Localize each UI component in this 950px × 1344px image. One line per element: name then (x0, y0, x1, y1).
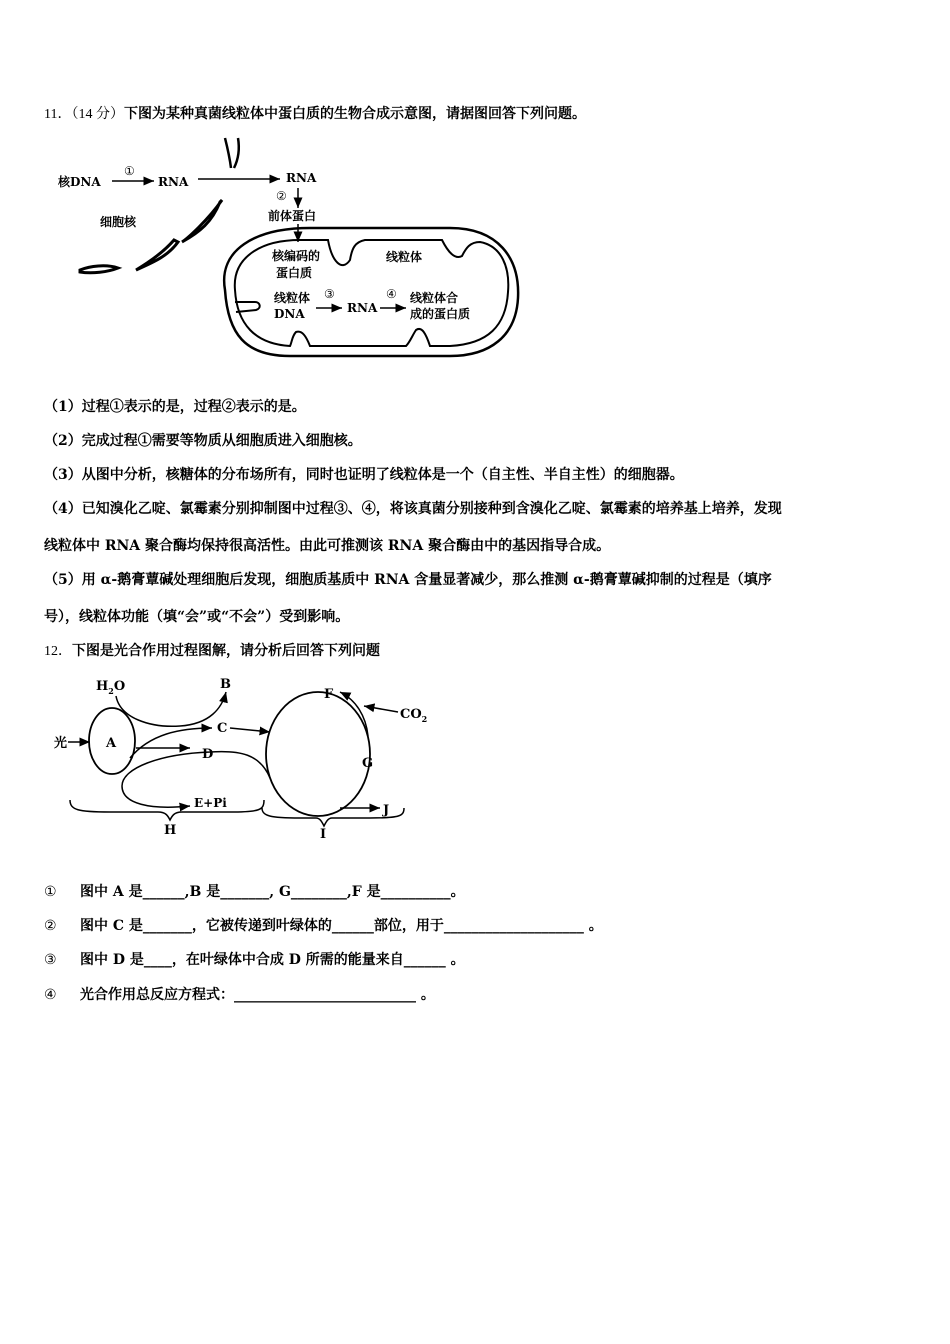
water-to-B-curve (116, 692, 226, 726)
mitochondrion-label: 线粒体 (386, 250, 423, 264)
q12-question-1-text: 图中 A 是______,B 是_______, G________,F 是__________。 (80, 884, 465, 900)
label-I: I (320, 827, 327, 842)
q12-question-2-text: 图中 C 是_______，它被传递到叶绿体的______部位，用于____________________ 。 (80, 918, 603, 934)
label-A: A (106, 736, 117, 751)
co2-label: $CO_2$ (400, 707, 428, 724)
q12-question-4-text: 光合作用总反应方程式：__________________________ 。 (80, 987, 435, 1003)
label-H: H (164, 823, 177, 838)
q11-line-3: （3）从图中分析，核糖体的分布场所有，同时也证明了线粒体是一个（自主性、半自主性）的细胞器。 (44, 467, 684, 483)
mitochondria-protein-synthesis-diagram (50, 130, 520, 360)
C-to-cycle-arrow (230, 728, 270, 732)
photosynthesis-diagram (50, 668, 450, 844)
A-to-C-curve (130, 728, 212, 758)
step-1-label: ① (124, 164, 135, 178)
q11-line-2: （2）完成过程①需要等物质从细胞质进入细胞核。 (44, 433, 362, 449)
q12-question-1-mark: ① (44, 884, 57, 900)
label-B: B (220, 677, 231, 692)
brace-H (70, 800, 264, 820)
cycle-arrow-upper (340, 692, 368, 736)
question-11-number: 11．（14 分） (44, 107, 124, 122)
q11-line-5: 线粒体中 RNA 聚合酶均保持很高活性。由此可推测该 RNA 聚合酶由中的基因指导合成。 (44, 538, 611, 554)
calvin-cycle (266, 692, 370, 816)
step-2-label: ② (276, 189, 287, 203)
step-4-label: ④ (386, 287, 397, 301)
rna-1-label: RNA (158, 175, 189, 189)
nuclear-coded-protein-label-1: 核编码的 (272, 249, 321, 263)
q12-question-3 (44, 949, 465, 969)
q12-question-2 (44, 915, 603, 935)
q12-question-3-mark: ③ (44, 952, 57, 968)
mitochondrion-outer-membrane (224, 228, 518, 356)
q11-line-1: （1）过程①表示的是，过程②表示的是。 (44, 399, 306, 415)
question-12-heading (44, 640, 380, 660)
rna-3-label: RNA (347, 301, 378, 315)
label-G: G (362, 756, 374, 771)
nuclear-envelope-top (225, 138, 239, 168)
q12-question-1 (44, 881, 465, 901)
label-E-Pi: E+Pi (194, 796, 227, 810)
mito-protein-label-2: 成的蛋白质 (410, 307, 471, 321)
q11-line-4: （4）已知溴化乙啶、氯霉素分别抑制图中过程③、④，将该真菌分别接种到含溴化乙啶、氯霉素的培养基上培养，发现 (44, 501, 782, 517)
nuclear-envelope-2 (136, 240, 178, 270)
label-J: J (383, 803, 390, 818)
q12-question-4-mark: ④ (44, 987, 57, 1003)
nuclear-envelope-1 (182, 200, 222, 242)
label-F: F (324, 687, 334, 702)
nuclear-dna-label: 核DNA (58, 175, 101, 189)
question-12-stem: 下图是光合作用过程图解，请分析后回答下列问题 (72, 643, 380, 659)
mito-dna-label-2: DNA (274, 307, 305, 321)
q12-question-3-text: 图中 D 是____，在叶绿体中合成 D 所需的能量来自______ 。 (80, 952, 465, 968)
step-3-label: ③ (324, 287, 335, 301)
nuclear-envelope-3 (80, 266, 118, 273)
water-label: $H_2O$ (96, 679, 126, 696)
q11-line-7: 号），线粒体功能（填“会”或“不会”）受到影响。 (44, 609, 350, 625)
label-C: C (217, 721, 228, 736)
rna-2-label: RNA (286, 171, 317, 185)
light-label: 光 (54, 736, 68, 751)
co2-arrow (364, 706, 398, 712)
nucleus-label: 细胞核 (100, 215, 137, 229)
question-12-number: 12． (44, 644, 72, 659)
question-11-heading (44, 103, 586, 123)
q11-line-6: （5）用 α-鹅膏蕈碱处理细胞后发现，细胞质基质中 RNA 含量显著减少，那么推测 α-鹅膏蕈碱抑制的过程是（填序 (44, 572, 772, 588)
nuclear-coded-protein-label-2: 蛋白质 (276, 266, 313, 280)
precursor-protein-label: 前体蛋白 (268, 209, 317, 223)
mito-dna-label-1: 线粒体 (274, 291, 311, 305)
q12-question-2-mark: ② (44, 918, 57, 934)
label-D: D (202, 747, 214, 762)
mito-protein-label-1: 线粒体合 (410, 291, 459, 305)
question-11-stem: 下图为某种真菌线粒体中蛋白质的生物合成示意图，请据图回答下列问题。 (123, 106, 586, 122)
q12-question-4 (44, 984, 435, 1004)
